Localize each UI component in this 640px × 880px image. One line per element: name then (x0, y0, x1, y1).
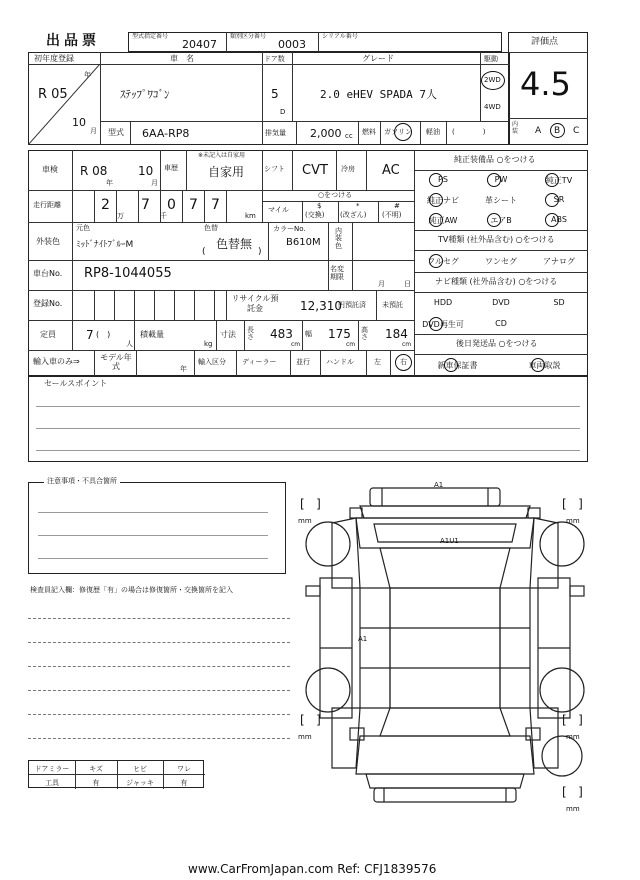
equip-item: ABS (551, 215, 567, 224)
ruled-line (38, 558, 268, 559)
recycle-unit: 円預託済 (338, 301, 366, 309)
mm-label: mm (298, 517, 312, 525)
damage-mark-a1-top: A1 (434, 481, 444, 489)
import-label: 輸入車のみ⇒ (33, 357, 80, 366)
mileage-digit: 0 (167, 197, 176, 213)
meter-opt1: (交換) (305, 211, 325, 219)
meter-opt3: (不明) (382, 211, 402, 219)
meter-opt1-sym: $ (317, 202, 322, 210)
type-cert-value: 20407 (182, 38, 217, 51)
dashed-line (28, 714, 290, 715)
color-code: B610M (286, 237, 321, 248)
circle-mark (429, 173, 443, 187)
divider (138, 190, 139, 222)
tread-bracket: [ ] (562, 497, 583, 511)
divider (100, 52, 101, 145)
divider (194, 350, 195, 376)
ruled-line (38, 512, 268, 513)
navi-title: ナビ種類 (社外品含む) ○をつける (435, 277, 558, 286)
orig-color-value: ﾐｯﾄﾞﾅｲﾄﾌﾞﾙｰM (76, 240, 134, 250)
displacement-label: 排気量 (265, 129, 286, 137)
dimension-label: 寸法 (220, 330, 236, 339)
circle-mark (545, 193, 559, 207)
capacity-person: 人 (126, 340, 133, 348)
model-year-label: モデル年式 (100, 353, 132, 372)
divider (94, 290, 95, 320)
divider (214, 290, 215, 320)
docsgrid-item: 車両取説 (528, 361, 561, 370)
divider (338, 201, 339, 222)
displacement-value: 2,000 (310, 127, 342, 140)
divider (194, 290, 195, 320)
fuel-diesel: 軽油 (426, 128, 440, 136)
interior-label: 内装 (512, 121, 519, 135)
capacity-paren: ( ) (96, 330, 111, 339)
tvgrid-item: アナログ (543, 257, 575, 266)
mileage-digit: 7 (211, 197, 220, 213)
divider (236, 350, 237, 376)
divider (262, 150, 263, 190)
notes-title: 注意事項・不具合箇所 (44, 478, 120, 485)
legend-cell: ヒビ (133, 765, 147, 773)
inspection-year-unit: 年 (106, 179, 113, 187)
shift-label: シフト (264, 165, 285, 173)
divider (352, 222, 353, 290)
inspector-title: 検査員記入欄：修復歴「有」の場合は修復箇所・交換箇所を記入 (30, 586, 233, 594)
divider (366, 350, 367, 376)
docs-grid (414, 354, 588, 376)
import-parallel: 並行 (296, 358, 310, 366)
divider (134, 320, 135, 350)
divider (262, 52, 263, 122)
circle-mark (429, 213, 443, 227)
meter-opt3-sym: # (394, 202, 400, 210)
height-label: 高さ (361, 326, 368, 342)
divider (358, 121, 359, 145)
height-unit: cm (402, 341, 412, 348)
divider (336, 150, 337, 190)
width-unit: cm (346, 341, 356, 348)
orig-color-label: 元色 (76, 224, 90, 232)
circle-mark (444, 358, 458, 372)
divider (378, 201, 379, 222)
recycle-value: 12,310 (300, 299, 342, 313)
grade-col-label: グレード (362, 54, 394, 63)
divider (226, 290, 227, 320)
divider (28, 260, 414, 261)
inspection-year: R 08 (80, 164, 108, 178)
car-diagram (290, 478, 600, 818)
ac-label: 冷房 (341, 165, 355, 173)
mileage-digit: 2 (101, 197, 110, 213)
sheet-title: 出品票 (46, 33, 100, 49)
interior-c: C (573, 126, 580, 136)
divider (292, 52, 293, 122)
drive-2wd: 2WD (484, 76, 501, 84)
capacity-label: 定員 (40, 330, 56, 339)
model-label: 型式 (108, 128, 124, 137)
divider (328, 222, 329, 290)
mm-label: mm (298, 733, 312, 741)
equip-item: PW (494, 175, 508, 184)
divider (420, 121, 421, 145)
navigrid-item: CD (495, 318, 507, 328)
tread-bracket: [ ] (562, 713, 583, 727)
circle-mark (395, 354, 412, 371)
mileage-man: 万 (117, 212, 124, 220)
import-dealer: ディーラー (242, 358, 277, 366)
divider (28, 222, 414, 223)
divider (136, 350, 137, 376)
divider (160, 150, 161, 190)
meter-opt2-sym: * (356, 202, 360, 210)
car-name: ｽﾃｯﾌﾟﾜｺﾞﾝ (120, 88, 170, 101)
grade-value: 2.0 eHEV SPADA 7人 (320, 88, 437, 101)
doors-sub: D (280, 108, 286, 116)
ruled-line (38, 535, 268, 536)
model-year-unit: 年 (180, 365, 187, 373)
circle-mark (531, 358, 545, 372)
legend-cell: ワレ (177, 765, 191, 773)
divider (508, 52, 588, 53)
divider (380, 121, 381, 145)
serial-label: シリアル番号 (322, 33, 358, 40)
circle-mark (487, 173, 501, 187)
divider (216, 320, 217, 350)
divider (244, 320, 245, 350)
chassis-month: 月 (378, 280, 385, 288)
divider (28, 290, 414, 291)
ruled-line (36, 450, 580, 451)
divider (302, 320, 303, 350)
navi-grid (414, 292, 588, 334)
divider (94, 190, 95, 222)
handle-right: 右 (400, 358, 407, 366)
circle-mark (429, 317, 443, 331)
damage-mark-a1u1: A1U1 (440, 537, 459, 545)
equip-item: 革シート (485, 196, 517, 205)
first-reg-year-unit: 年 (84, 71, 91, 79)
equip-item: SR (553, 195, 565, 204)
circle-mark (429, 254, 443, 268)
use-value: 自家用 (208, 165, 245, 179)
inspection-month-unit: 月 (151, 179, 158, 187)
use-label: 車歴 (164, 164, 178, 172)
doors-value: 5 (271, 87, 279, 101)
class-label: 類別区分番号 (230, 33, 267, 40)
first-reg-year: R 05 (38, 87, 68, 102)
divider (100, 121, 510, 122)
equip-item: エアB (490, 216, 512, 225)
dashed-line (28, 738, 290, 739)
navigrid-item: DVD再生可 (422, 319, 464, 329)
divider (302, 201, 303, 222)
tvgrid-item: フルセグ (427, 257, 459, 266)
navigrid-item: DVD (492, 297, 510, 307)
tread-bracket: [ ] (562, 785, 583, 799)
notes-box (28, 482, 286, 574)
interior-a: A (535, 126, 542, 136)
equip-item: 純正ナビ (427, 196, 459, 205)
recycle-label: リサイクル預託金 (231, 294, 279, 313)
divider (28, 320, 414, 321)
divider (480, 52, 481, 122)
docs-title: 後日発送品 ○をつける (456, 339, 538, 348)
divider (414, 272, 588, 273)
divider (226, 190, 227, 222)
ruled-line (36, 428, 580, 429)
first-reg-label: 初年度登録 (34, 54, 74, 63)
divider (28, 190, 414, 191)
divider (262, 121, 263, 145)
width-value: 175 (328, 327, 351, 341)
circle-mark (394, 123, 412, 141)
circle-mark (429, 193, 443, 207)
registration-label: 登録No. (33, 299, 63, 308)
score-value: 4.5 (520, 65, 571, 103)
score-label: 評価点 (531, 37, 559, 47)
divider (174, 290, 175, 320)
handle-left: 左 (374, 358, 381, 366)
shift-value: CVT (302, 163, 328, 178)
first-reg-month: 10 (72, 116, 86, 129)
divider (290, 350, 291, 376)
tv-title: TV種類 (社外品含む) ○をつける (438, 235, 555, 244)
circle-mark (545, 213, 559, 227)
divider (358, 320, 359, 350)
displacement-unit: cc (345, 132, 353, 140)
fuel-label: 燃料 (362, 128, 376, 136)
mileage-label: 走行距離 (33, 201, 61, 209)
circle-mark (481, 71, 505, 90)
length-label: 長さ (247, 326, 254, 342)
doors-label: ドア数 (264, 55, 285, 63)
legend-cell: 工具 (45, 779, 59, 787)
meter-label: マイル (268, 206, 289, 214)
length-value: 483 (270, 327, 293, 341)
legend-cell: 有 (180, 779, 188, 787)
chassis-value: RP8-1044055 (84, 266, 172, 281)
divider (366, 150, 367, 190)
mm-label: mm (566, 805, 580, 813)
divider (414, 334, 588, 335)
divider (268, 222, 269, 260)
load-label: 積載量 (140, 330, 164, 339)
divider (154, 290, 155, 320)
length-unit: cm (291, 341, 301, 348)
mileage-digit: 7 (141, 197, 150, 213)
tv-grid (414, 250, 588, 272)
navigrid-item: SD (553, 297, 565, 307)
dashed-line (28, 690, 290, 691)
circle-mark (487, 213, 501, 227)
car-name-label: 車 名 (170, 54, 194, 63)
divider (94, 350, 95, 376)
divider (262, 190, 263, 222)
color-code-label: カラーNo. (273, 225, 306, 233)
divider (390, 350, 391, 376)
class-value: 0003 (278, 38, 306, 51)
model-value: 6AA-RP8 (142, 127, 190, 140)
legend-cell: キズ (89, 765, 103, 773)
divider (508, 118, 588, 119)
width-label: 幅 (305, 330, 312, 338)
inspection-label: 車検 (42, 165, 58, 174)
legend-cell: ジャッキ (126, 779, 154, 787)
ruled-line (36, 406, 580, 407)
use-note: ※未記入は自家用 (198, 152, 246, 159)
equip-item: 純正AW (428, 216, 458, 225)
dashed-line (28, 666, 290, 667)
ac-value: AC (382, 163, 400, 178)
legend-cell: ドアミラー (34, 765, 70, 773)
first-reg-month-unit: 月 (90, 127, 97, 135)
divider (318, 32, 319, 52)
mm-label: mm (566, 517, 580, 525)
fuel-other: ( ) (452, 128, 486, 136)
sales-point-label: セールスポイント (44, 379, 108, 388)
divider (29, 774, 205, 775)
dashed-line (28, 642, 290, 643)
mm-label: mm (566, 733, 580, 741)
mileage-digit: 7 (189, 197, 198, 213)
fuel-gasoline: ガソリン (384, 128, 412, 136)
paren-close: ) (258, 247, 262, 257)
drive-label: 駆動 (484, 55, 498, 63)
mileage-circle-note: ○をつける (318, 191, 353, 199)
footer-reference: www.CarFromJapan.com Ref: CFJ1839576 (188, 862, 437, 876)
divider (292, 150, 293, 190)
divider (134, 290, 135, 320)
import-type-label: 輸入区分 (198, 358, 226, 366)
title-change-label: 名変期限 (330, 265, 344, 281)
equipment-title: 純正装備品 ○をつける (454, 155, 536, 164)
change-label: 色替 (204, 224, 218, 232)
equip-item: PS (438, 175, 448, 184)
divider (182, 190, 183, 222)
type-cert-label: 型式指定番号 (132, 33, 169, 40)
inspection-month: 10 (138, 164, 154, 178)
tread-bracket: [ ] (300, 497, 321, 511)
equip-item: 純正TV (545, 176, 573, 185)
height-value: 184 (385, 327, 408, 341)
divider (226, 32, 227, 52)
legend-cell: 有 (92, 779, 100, 787)
load-unit: kg (204, 340, 213, 348)
tread-bracket: [ ] (300, 713, 321, 727)
circle-mark (550, 123, 565, 138)
equipment-grid (414, 170, 588, 230)
legend-table (28, 760, 204, 788)
divider (296, 121, 297, 145)
not-deposited: 未預託 (382, 301, 403, 309)
divider (414, 230, 588, 231)
divider (446, 121, 447, 145)
mileage-unit: km (245, 212, 256, 220)
meter-opt2: (改ざん) (340, 211, 367, 219)
chassis-day: 日 (404, 280, 411, 288)
navigrid-item: HDD (433, 297, 453, 307)
interior-b: B (554, 126, 561, 136)
interior-color-label: 内装色 (335, 227, 342, 250)
divider (28, 350, 414, 351)
change-value: 色替無 (216, 237, 253, 251)
divider (130, 121, 131, 145)
docsgrid-item: 新車保証書 (437, 361, 478, 370)
divider (204, 190, 205, 222)
handle-label: ハンドル (326, 358, 354, 366)
divider (376, 290, 377, 320)
circle-mark (545, 173, 559, 187)
capacity-value: 7 (86, 328, 94, 342)
color-label: 外装色 (36, 237, 60, 246)
chassis-label: 車台No. (33, 269, 63, 278)
mileage-sen: 千 (160, 212, 167, 220)
divider (186, 150, 187, 190)
tvgrid-item: ワンセグ (485, 257, 517, 266)
drive-4wd: 4WD (484, 103, 501, 111)
damage-mark-a1-left: A1 (358, 635, 368, 643)
paren-open: ( (202, 247, 206, 257)
divider (114, 290, 115, 320)
divider (320, 350, 321, 376)
dashed-line (28, 618, 290, 619)
